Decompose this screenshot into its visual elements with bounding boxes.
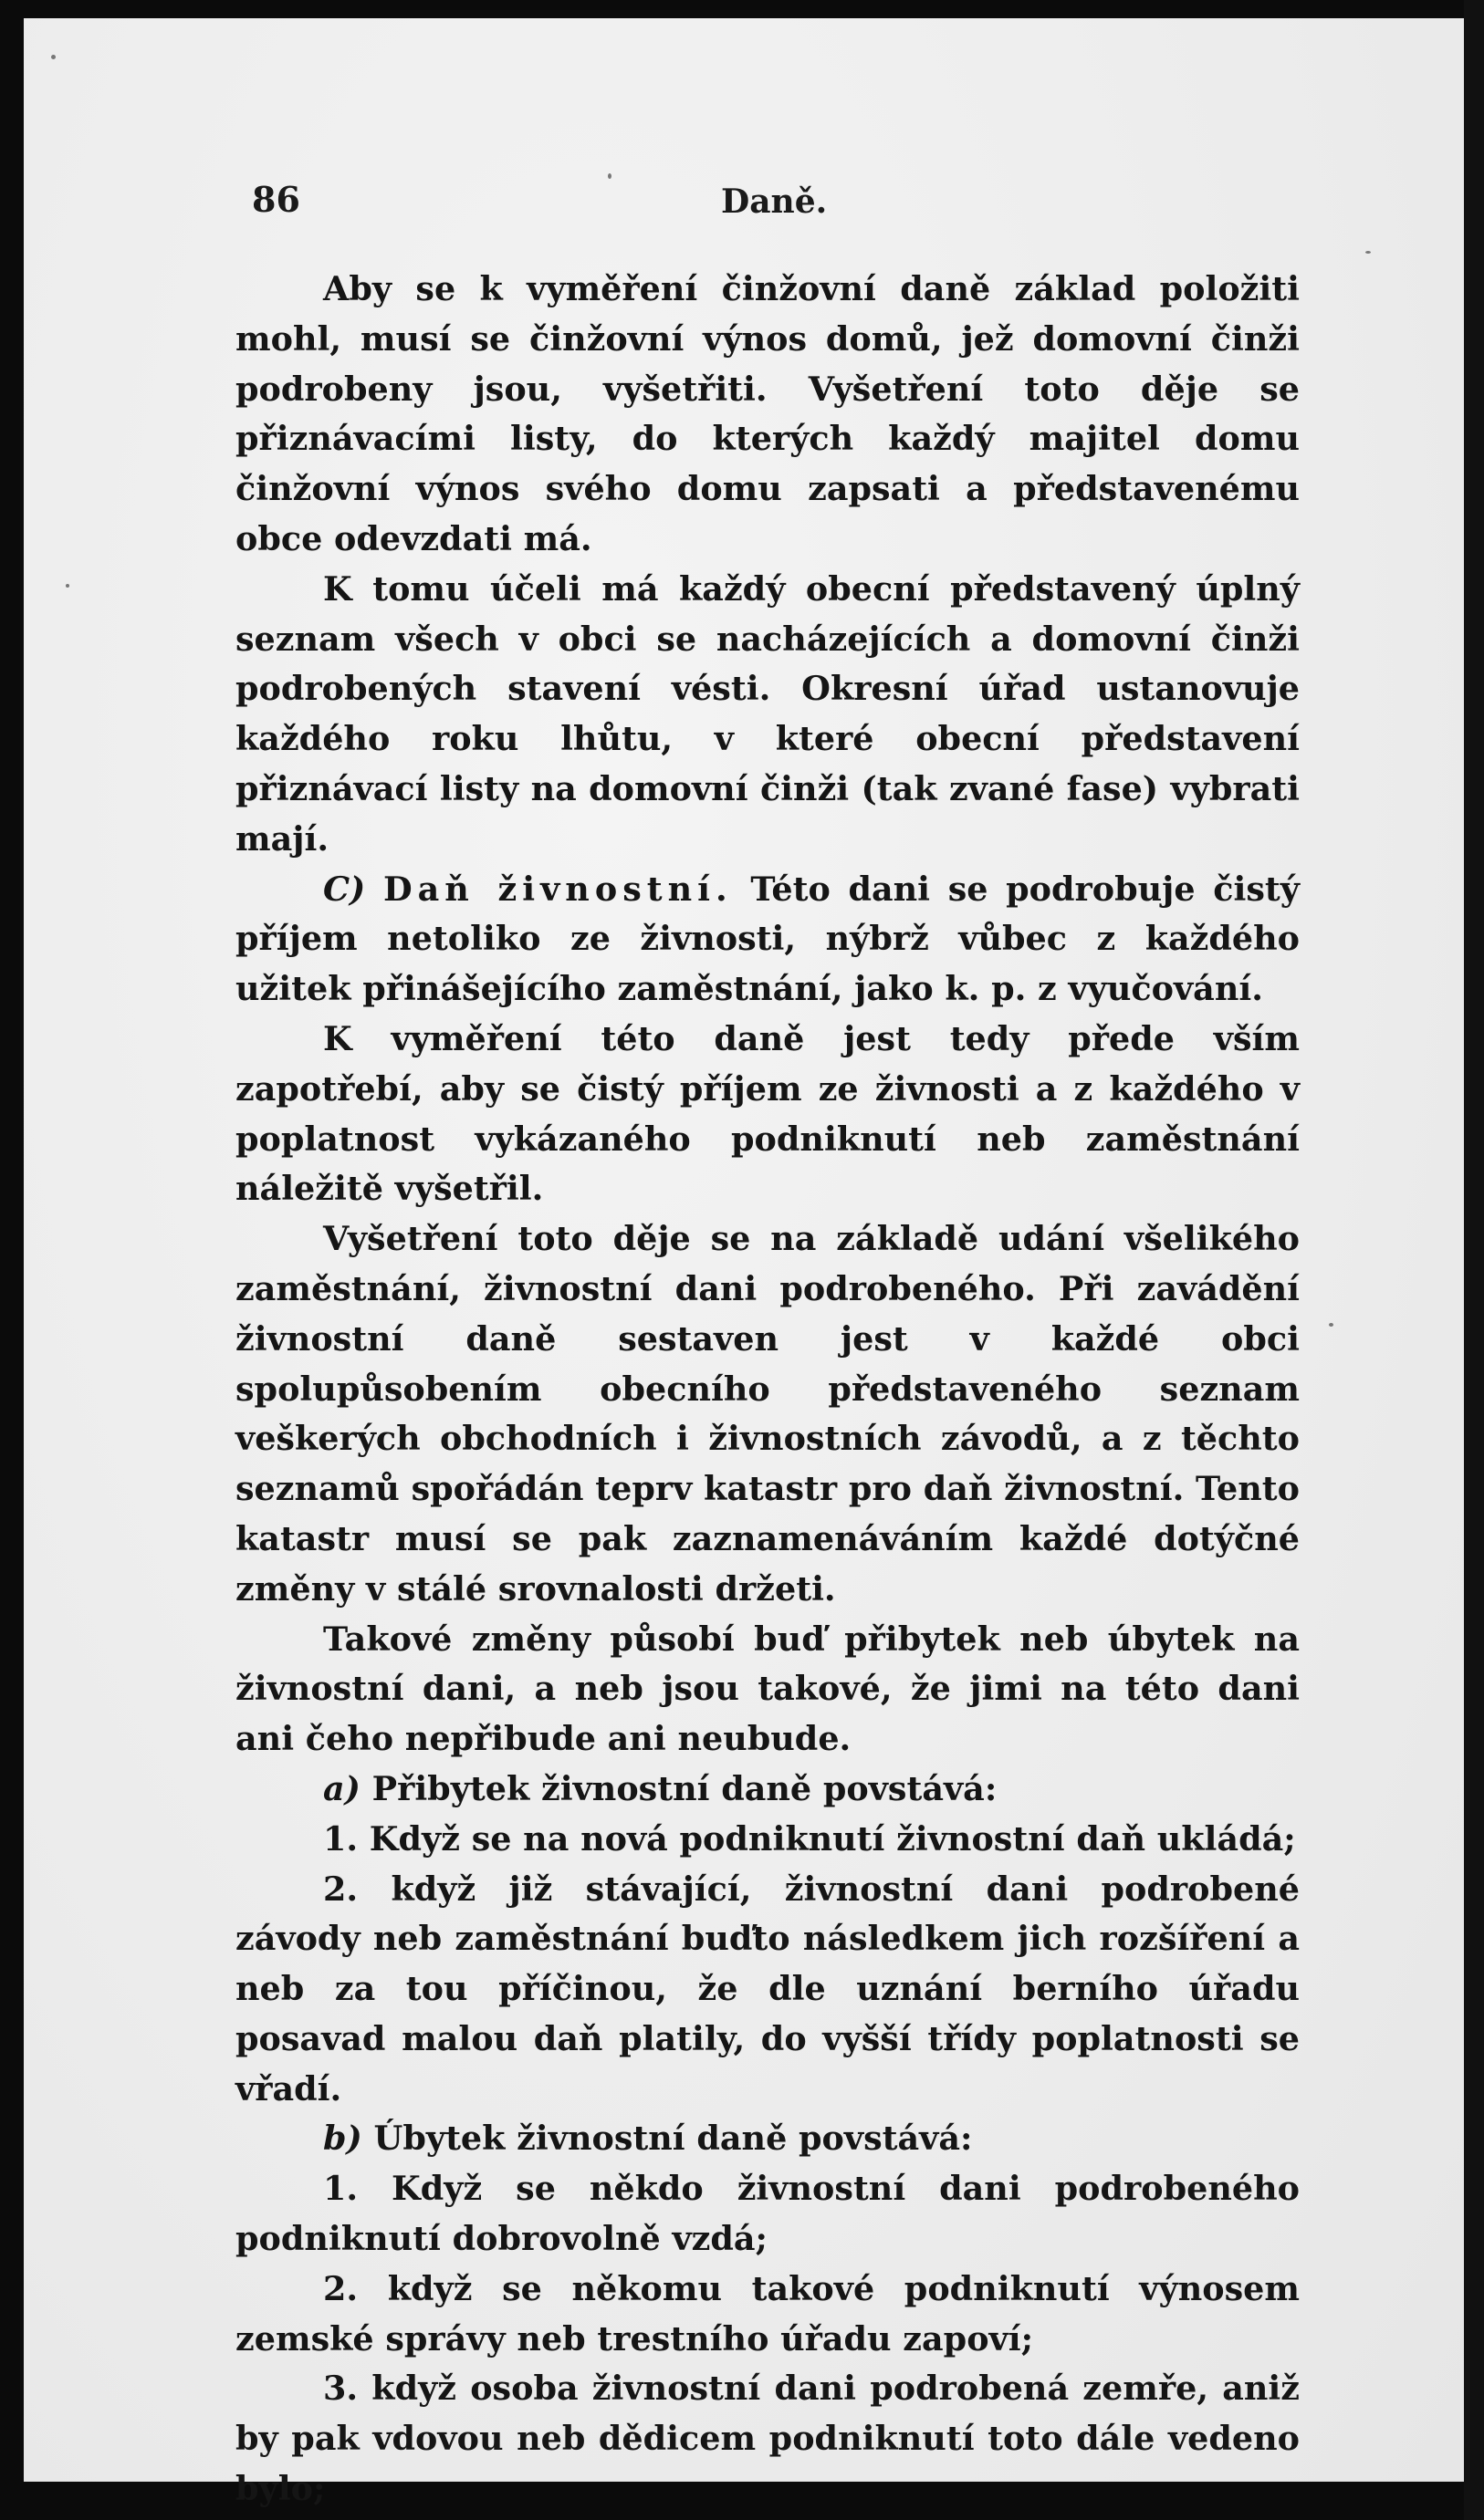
paragraph: K tomu účeli má každý obecní představený úplný seznam všech v obci se nacházejících a domovní činži podrobených stavení vésti. Okresní úřad ustanovuje každého roku lhůtu, v které obecní představení přiznávací listy na domovní činži (tak zvané fase) vybrati mají. (235, 568, 1300, 859)
subsection-text: Přibytek živnostní daně povstává: (371, 1768, 998, 1808)
list-item: 2. když již stávající, živnostní dani podrobené závody neb zaměstnání buďto následkem jich rozšíření a neb za tou příčinou, že dle uznání berního úřadu posavad malou daň platily, do vyšší třídy poplatnosti se vřadí. (235, 1869, 1300, 2109)
section-label: C) (323, 869, 366, 909)
subsection-label: b) (323, 2119, 362, 2159)
subsection-b (235, 2114, 1300, 2164)
paragraph: Aby se k vyměření činžovní daně základ položiti mohl, musí se činžovní výnos domů, jež domovní činži podrobeny jsou, vyšetřiti. Vyšetření toto děje se přiznávacími listy, do kterých každý majitel domu činžovní výnos svého domu zapsati a představenému obce odevzdati má. (235, 269, 1300, 558)
paper-speck (1329, 1323, 1333, 1327)
subsection-text: Úbytek živnostní daně povstává: (373, 2119, 973, 2159)
section-text: Této dani se podrobuje čistý příjem netoliko ze živnosti, nýbrž vůbec z každého užitek přinášejícího zaměstnání, jako k. p. z vyučování. (235, 869, 1300, 1009)
page-header (228, 179, 1305, 243)
paragraph: Vyšetření toto děje se na základě udání všelikého zaměstnání, živnostní dani podrobeného. Při zavádění živnostní daně sestaven jest v každé obci spolupůsobením obecního představeného seznam veškerých obchodních i živnostních závodů, a z těchto seznamů spořádán teprv katastr pro daň živnostní. Tento katastr musí se pak zaznamenáváním každé dotýčné změny v stálé srovnalosti držeti. (235, 1219, 1300, 1609)
paragraph: Takové změny působí buď přibytek neb úbytek na živnostní dani, a neb jsou takové, že jimi na této dani ani čeho nepřibude ani neubude. (235, 1619, 1300, 1759)
paper-speck (1365, 251, 1371, 254)
section-c-paragraph (235, 865, 1300, 1015)
list-item: 3. když osoba živnostní dani podrobená zemře, aniž by pak vdovou neb dědicem podniknutí toto dále vedeno bylo; (235, 2369, 1300, 2509)
page-number: 86 (252, 179, 300, 220)
body-text (235, 265, 1300, 2515)
running-title: Daně. (721, 182, 828, 221)
scan-right-border (1464, 0, 1484, 2520)
paragraph: K vyměření této daně jest tedy přede vším zapotřebí, aby se čistý příjem ze živnosti a z každého v poplatnost vykázaného podniknutí neb zaměstnání náležitě vyšetřil. (235, 1018, 1300, 1209)
section-heading: Daň živnostní. (383, 869, 733, 909)
list-item: 1. Když se na nová podniknutí živnostní daň ukládá; (323, 1818, 1296, 1859)
list-item: 1. Když se někdo živnostní dani podrobeného podniknutí dobrovolně vzdá; (235, 2169, 1300, 2259)
paper-speck (66, 584, 69, 588)
list-item: 2. když se někomu takové podniknutí výnosem zemské správy neb trestního úřadu zapoví; (235, 2268, 1300, 2359)
subsection-a (235, 1765, 1300, 1815)
paper-speck (51, 55, 56, 59)
subsection-label: a) (323, 1768, 361, 1808)
